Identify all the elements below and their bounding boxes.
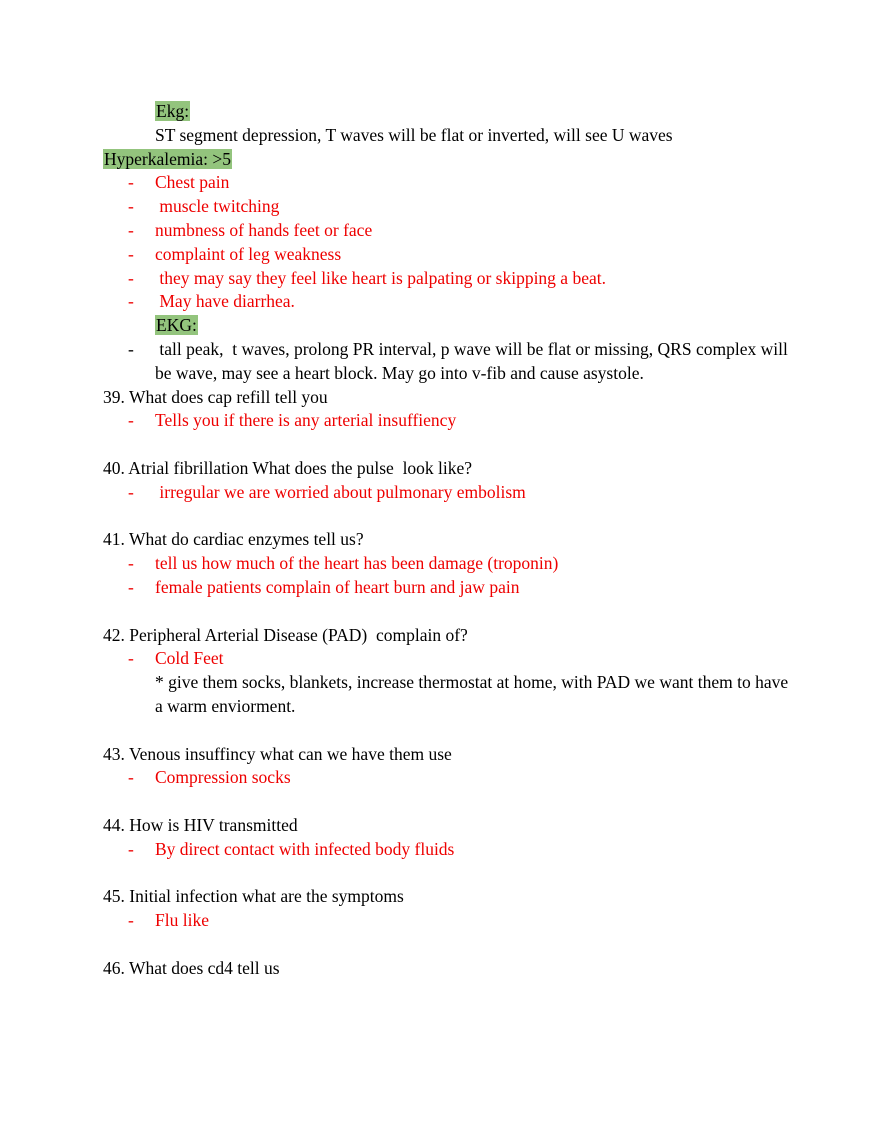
answer-item <box>103 909 795 933</box>
paragraph-spacer <box>103 600 795 624</box>
question-42 <box>103 624 795 648</box>
question-44 <box>103 814 795 838</box>
answer-item <box>103 481 795 505</box>
list-item-text: numbness of hands feet or face <box>155 219 373 240</box>
question-number: 42. <box>103 624 125 645</box>
question-number: 46. <box>103 957 125 978</box>
question-40 <box>103 457 795 481</box>
list-item <box>103 195 795 219</box>
bullet-dash-icon: - <box>128 767 134 788</box>
paragraph-spacer <box>103 933 795 957</box>
question-number: 44. <box>103 814 125 835</box>
answer-item <box>103 552 795 576</box>
bullet-dash-icon: - <box>128 910 134 931</box>
question-number: 43. <box>103 743 125 764</box>
list-item <box>103 267 795 291</box>
ekg-label-mid: EKG: <box>156 315 197 336</box>
bullet-dash-icon: - <box>128 481 134 502</box>
question-text: Venous insuffincy what can we have them use <box>128 743 452 764</box>
bullet-dash-icon: - <box>128 172 134 193</box>
list-item <box>103 243 795 267</box>
answer-item <box>103 576 795 600</box>
question-number: 41. <box>103 529 125 550</box>
answer-text: Flu like <box>155 910 209 931</box>
paragraph-spacer <box>103 433 795 457</box>
hyperkalemia-heading: Hyperkalemia: >5 <box>104 148 231 169</box>
question-number: 39. <box>103 386 125 407</box>
paragraph-spacer <box>103 862 795 886</box>
bullet-dash-icon: - <box>128 196 134 217</box>
list-item <box>103 338 795 386</box>
answer-text: Compression socks <box>155 767 291 788</box>
ekg-description-top: ST segment depression, T waves will be flat or inverted, will see U waves <box>155 124 673 145</box>
list-item-text: May have diarrhea. <box>155 291 295 312</box>
answer-note: * give them socks, blankets, increase thermostat at home, with PAD we want them to have a warm enviorment. <box>155 672 793 716</box>
question-46 <box>103 957 795 981</box>
paragraph-spacer <box>103 790 795 814</box>
list-item <box>103 290 795 314</box>
bullet-dash-icon: - <box>128 291 134 312</box>
question-45 <box>103 885 795 909</box>
question-number: 45. <box>103 886 125 907</box>
answer-text: tell us how much of the heart has been damage (troponin) <box>155 553 559 574</box>
question-text: Atrial fibrillation What does the pulse look like? <box>128 457 473 478</box>
question-43 <box>103 743 795 767</box>
bullet-dash-icon: - <box>128 648 134 669</box>
answer-text: By direct contact with infected body fluids <box>155 838 455 859</box>
question-41 <box>103 528 795 552</box>
question-text: What do cardiac enzymes tell us? <box>128 529 364 550</box>
bullet-dash-icon: - <box>128 219 134 240</box>
list-item-text: complaint of leg weakness <box>155 243 342 264</box>
answer-item <box>103 766 795 790</box>
question-text: Peripheral Arterial Disease (PAD) complain of? <box>129 624 468 645</box>
question-number: 40. <box>103 457 125 478</box>
answer-text: Cold Feet <box>155 648 224 669</box>
ekg-label-mid-line <box>103 314 795 338</box>
paragraph-spacer <box>103 505 795 529</box>
ekg-label-top-line <box>103 100 795 124</box>
document-body <box>103 100 795 980</box>
question-text: Initial infection what are the symptoms <box>129 886 404 907</box>
question-text: What does cd4 tell us <box>128 957 280 978</box>
bullet-dash-icon: - <box>128 410 134 431</box>
question-text: How is HIV transmitted <box>129 814 298 835</box>
answer-text: irregular we are worried about pulmonary embolism <box>155 481 526 502</box>
bullet-dash-icon: - <box>128 267 134 288</box>
bullet-dash-icon: - <box>128 553 134 574</box>
answer-item <box>103 838 795 862</box>
list-item-text: tall peak, t waves, prolong PR interval, p wave will be flat or missing, QRS complex will be wave, may see a heart block. May go into v-fib and cause asystole. <box>155 338 793 383</box>
bullet-dash-icon: - <box>128 338 134 359</box>
answer-item <box>103 647 795 671</box>
list-item-text: Chest pain <box>155 172 230 193</box>
ekg-label-top: Ekg: <box>156 101 190 121</box>
bullet-dash-icon: - <box>128 838 134 859</box>
question-text: What does cap refill tell you <box>128 386 328 407</box>
list-item-text: they may say they feel like heart is palpating or skipping a beat. <box>155 267 606 288</box>
answer-item <box>103 409 795 433</box>
list-item <box>103 171 795 195</box>
bullet-dash-icon: - <box>128 243 134 264</box>
paragraph-spacer <box>103 719 795 743</box>
answer-text: Tells you if there is any arterial insuffiency <box>155 410 457 431</box>
bullet-dash-icon: - <box>128 576 134 597</box>
hyperkalemia-heading-line <box>103 148 795 172</box>
question-39 <box>103 386 795 410</box>
answer-text: female patients complain of heart burn and jaw pain <box>155 576 520 597</box>
list-item <box>103 219 795 243</box>
list-item-text: muscle twitching <box>155 196 280 217</box>
